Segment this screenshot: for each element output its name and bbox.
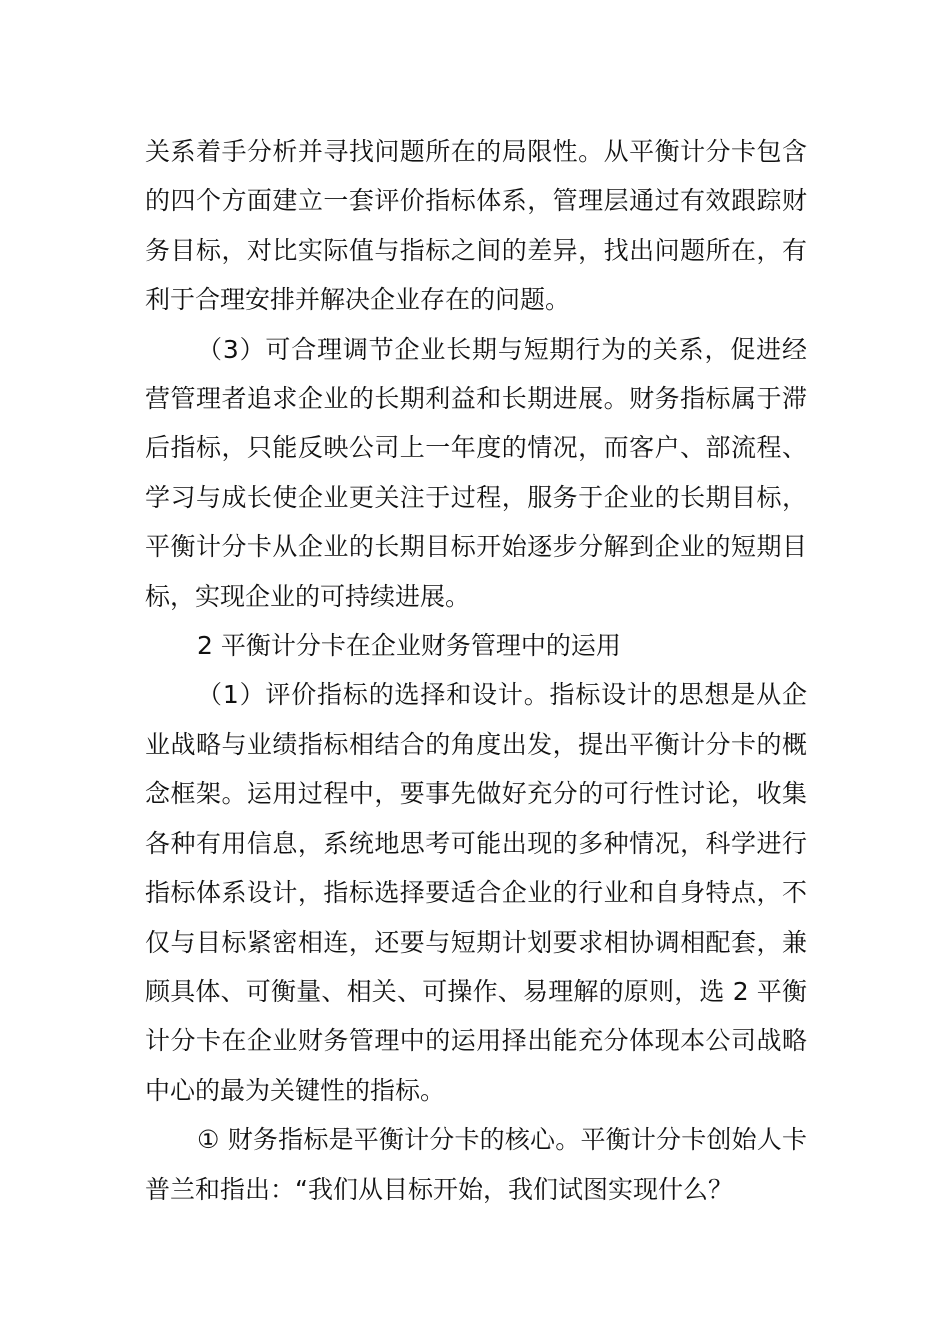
paragraph-point-3: （3）可合理调节企业长期与短期行为的关系，促进经营管理者追求企业的长期利益和长期进展。财务指标属于滞后指标，只能反映公司上一年度的情况，而客户、部流程、学习与成长使企业更关注于过程，服务于企业的长期目标，平衡计分卡从企业的长期目标开始逐步分解到企业的短期目标，实现企业的可持续进展。 xyxy=(145,334,807,611)
paragraph-point-1: （1）评价指标的选择和设计。指标设计的思想是从企业战略与业绩指标相结合的角度出发，提出平衡计分卡的概念框架。运用过程中，要事先做好充分的可行性讨论，收集各种有用信息，系统地思考可能出现的多种情况，科学进行指标体系设计，指标选择要适合企业的行业和自身特点，不仅与目标紧密相连，还要与短期计划要求相协调相配套，兼顾具体、可衡量、相关、可操作、易理解的原则，选 2 平衡计分卡在企业财务管理中的运用择出能充分体现本公司战略中心的最为关键性的指标。 xyxy=(145,680,807,1105)
document-body xyxy=(145,127,807,1214)
paragraph-financial-indicators: ① 财务指标是平衡计分卡的核心。平衡计分卡创始人卡普兰和指出：“我们从目标开始，我们试图实现什么？ xyxy=(145,1125,807,1204)
paragraph-continuation: 关系着手分析并寻找问题所在的局限性。从平衡计分卡包含的四个方面建立一套评价指标体系，管理层通过有效跟踪财务目标，对比实际值与指标之间的差异，找出问题所在，有利于合理安排并解决企业存在的问题。 xyxy=(145,137,807,315)
section-heading: 2 平衡计分卡在企业财务管理中的运用 xyxy=(197,631,621,661)
